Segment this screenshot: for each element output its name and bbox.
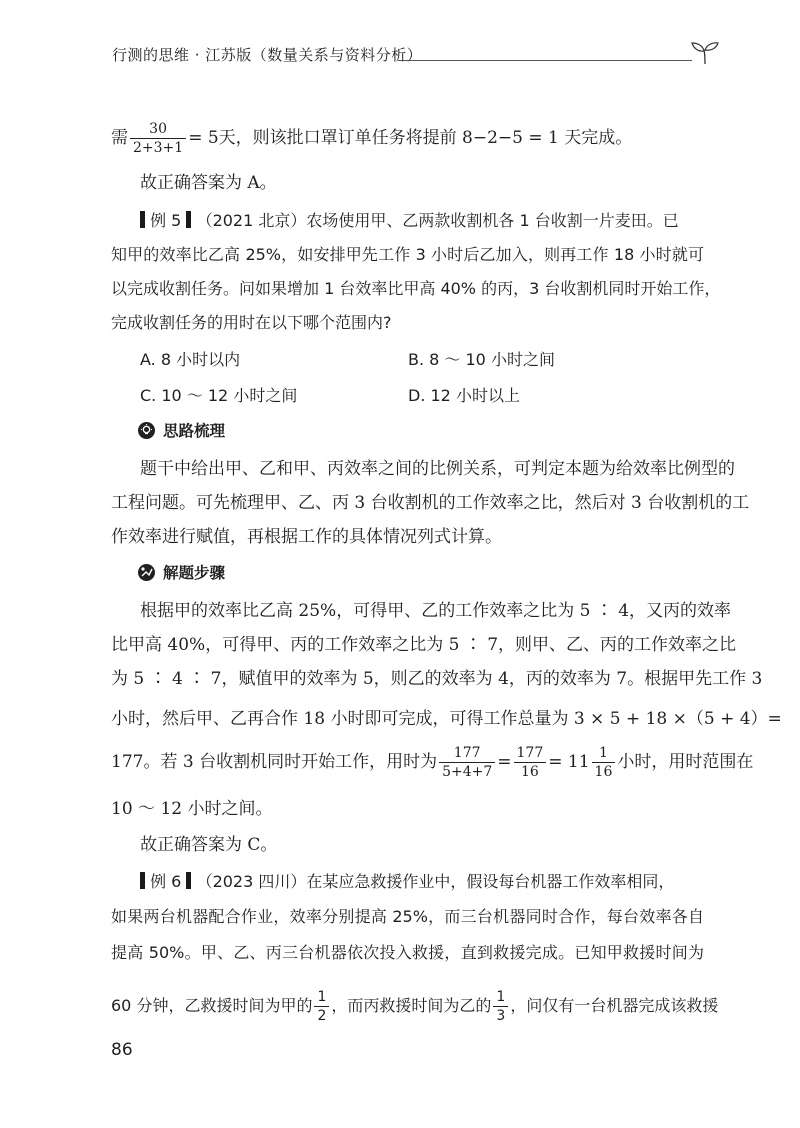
sprout-icon	[690, 40, 720, 66]
fraction	[514, 744, 547, 781]
fraction-denominator: 16	[514, 762, 547, 781]
fraction-denominator: 3	[493, 1006, 508, 1025]
example6-line-1	[140, 869, 704, 895]
example-marker-left	[140, 211, 145, 228]
running-header	[112, 44, 712, 74]
option-a: A. 8 小时以内	[140, 350, 241, 369]
fraction-denominator: 16	[592, 762, 616, 781]
example6-last-a: 60 分钟，乙救援时间为甲的	[111, 996, 313, 1015]
fraction	[130, 120, 186, 157]
fraction	[314, 988, 329, 1025]
option-b: B. 8 ～ 10 小时之间	[408, 350, 555, 369]
example5-line-1	[140, 208, 704, 234]
solution-line-5	[111, 742, 753, 782]
fraction	[439, 744, 495, 781]
intro-answer: 故正确答案为 A。	[140, 173, 277, 193]
example5-line-3: 以完成收割任务。问如果增加 1 台效率比甲高 40% 的丙，3 台收割机同时开始工作，	[111, 279, 721, 298]
thinking-line-1: 题干中给出甲、乙和甲、丙效率之间的比例关系，可判定本题为给效率比例型的	[140, 459, 735, 479]
fraction-numerator: 177	[453, 745, 481, 761]
example6-last-c: ，问仅有一台机器完成该救援	[510, 996, 719, 1015]
page-number: 86	[111, 1040, 133, 1060]
fraction-numerator: 177	[516, 745, 544, 761]
solution-heading-label: 解题步骤	[163, 564, 226, 582]
fraction-numerator: 1	[598, 745, 608, 761]
solution-heading	[138, 561, 225, 585]
example-marker-left	[140, 872, 145, 889]
fraction-denominator: 5+4+7	[439, 762, 495, 781]
intro-line	[111, 118, 632, 158]
intro-suffix: = 5天，则该批口罩订单任务将提前 8−2−5 = 1 天完成。	[188, 128, 633, 148]
header-title: 行测的思维 · 江苏版（数量关系与资料分析）	[112, 46, 423, 64]
solution-line-4: 小时，然后甲、乙再合作 18 小时即可完成，可得工作总量为 3 × 5 + 18 ×（5 + 4）=	[111, 709, 782, 729]
solution-line-6: 10 ～ 12 小时之间。	[111, 799, 273, 819]
fraction-numerator: 1	[496, 989, 506, 1005]
solution-line5-end: 小时，用时范围在	[617, 752, 754, 772]
fraction-denominator: 2	[314, 1006, 329, 1025]
example-marker-right	[186, 872, 191, 889]
solution-line-2: 比甲高 40%，可得甲、丙的工作效率之比为 5 ∶ 7，则甲、乙、丙的工作效率之比	[111, 635, 737, 655]
thinking-line-3: 作效率进行赋值，再根据工作的具体情况列式计算。	[111, 527, 502, 547]
example5-text: （2021 北京）农场使用甲、乙两款收割机各 1 台收割一片麦田。已	[196, 211, 679, 230]
example5-line-2: 知甲的效率比乙高 25%，如安排甲先工作 3 小时后乙加入，则再工作 18 小时就可	[111, 245, 704, 264]
fraction	[493, 988, 508, 1025]
solution-answer: 故正确答案为 C。	[140, 835, 278, 855]
fraction	[592, 744, 616, 781]
solution-line5-start: 177。若 3 台收割机同时开始工作，用时为	[111, 752, 438, 772]
equals-sign: =	[497, 752, 512, 772]
example6-line-3: 提高 50%。甲、乙、丙三台机器依次投入救援，直到救援完成。已知甲救援时间为	[111, 943, 704, 962]
example-marker-right	[186, 211, 191, 228]
example6-tag: 例 6	[150, 872, 182, 891]
steps-icon	[138, 564, 155, 581]
example6-line-2: 如果两台机器配合作业，效率分别提高 25%，而三台机器同时合作，每台效率各自	[111, 907, 704, 926]
thinking-line-2: 工程问题。可先梳理甲、乙、丙 3 台收割机的工作效率之比，然后对 3 台收割机的工	[111, 493, 750, 513]
option-d: D. 12 小时以上	[408, 386, 520, 405]
thinking-heading	[138, 419, 225, 443]
example5-line-4: 完成收割任务的用时在以下哪个范围内?	[111, 313, 392, 332]
example6-last-b: ，而丙救援时间为乙的	[331, 996, 492, 1015]
solution-line-1: 根据甲的效率比乙高 25%，可得甲、乙的工作效率之比为 5 ∶ 4，又丙的效率	[140, 601, 732, 621]
fraction-numerator: 30	[149, 121, 167, 137]
thinking-heading-label: 思路梳理	[163, 422, 226, 440]
example6-line-4	[111, 986, 718, 1026]
fraction-denominator: 2+3+1	[130, 138, 186, 157]
fraction-numerator: 1	[317, 989, 327, 1005]
example5-tag: 例 5	[150, 211, 182, 230]
lightbulb-icon	[138, 422, 155, 439]
mixed-number-whole: = 11	[548, 752, 590, 772]
example6-text: （2023 四川）在某应急救援作业中，假设每台机器工作效率相同，	[196, 872, 675, 891]
intro-prefix: 需	[111, 128, 128, 148]
solution-line-3: 为 5 ∶ 4 ∶ 7，赋值甲的效率为 5，则乙的效率为 4，丙的效率为 7。根据甲先工作 3	[111, 669, 763, 689]
option-c: C. 10 ～ 12 小时之间	[140, 386, 298, 405]
header-rule	[398, 60, 692, 61]
